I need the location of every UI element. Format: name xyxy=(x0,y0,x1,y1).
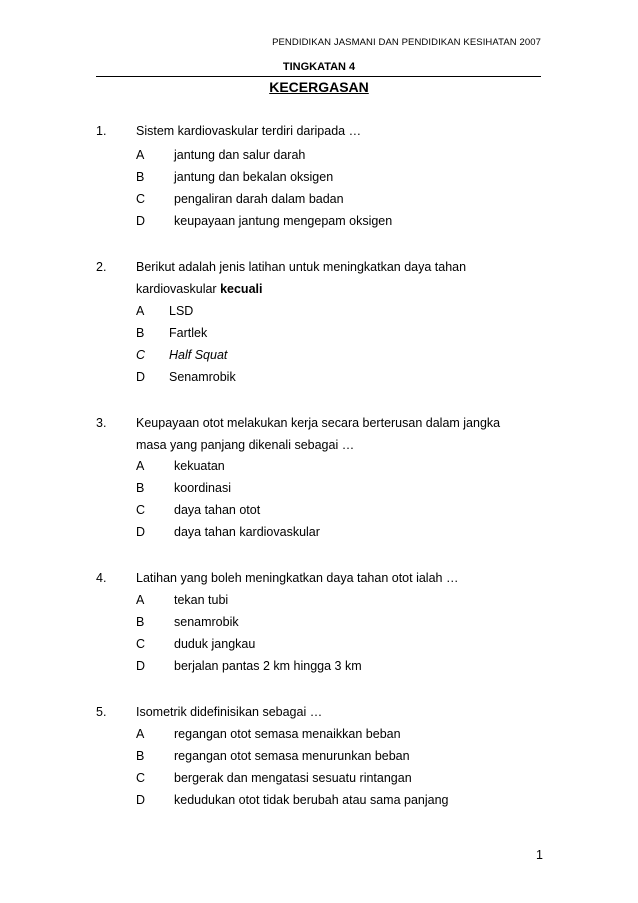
option-text: Half Squat xyxy=(169,348,228,362)
option-text: jantung dan bekalan oksigen xyxy=(174,170,334,184)
option-letter: B xyxy=(136,326,145,340)
stem-text: kardiovaskular xyxy=(136,282,221,296)
question-stem-line1: Keupayaan otot melakukan kerja secara berterusan dalam jangka xyxy=(136,416,501,430)
question-number: 4. xyxy=(96,571,107,585)
emphasis-word: kecuali xyxy=(220,282,263,296)
option-letter: A xyxy=(136,727,145,741)
question-stem-line2 xyxy=(136,282,262,296)
option-letter: B xyxy=(136,749,145,763)
option-letter: A xyxy=(136,593,145,607)
option-text: kedudukan otot tidak berubah atau sama panjang xyxy=(174,793,449,807)
question-stem: Isometrik didefinisikan sebagai … xyxy=(136,705,323,719)
option-letter: D xyxy=(136,525,146,539)
question-stem-line1: Berikut adalah jenis latihan untuk meningkatkan daya tahan xyxy=(136,260,467,274)
option-letter: D xyxy=(136,370,146,384)
option-text: regangan otot semasa menaikkan beban xyxy=(174,727,401,741)
option-letter: B xyxy=(136,170,145,184)
option-letter: A xyxy=(136,459,145,473)
page-number: 1 xyxy=(536,848,543,862)
header-rule xyxy=(96,76,541,77)
question-number: 5. xyxy=(96,705,107,719)
option-letter: B xyxy=(136,481,145,495)
option-letter: C xyxy=(136,503,146,517)
option-letter: C xyxy=(136,348,146,362)
option-text: senamrobik xyxy=(174,615,239,629)
question-stem-line2: masa yang panjang dikenali sebagai … xyxy=(136,438,355,452)
option-letter: C xyxy=(136,192,146,206)
option-text: Senamrobik xyxy=(169,370,236,384)
option-text: jantung dan salur darah xyxy=(174,148,306,162)
option-letter: A xyxy=(136,148,145,162)
question-number: 2. xyxy=(96,260,107,274)
option-letter: C xyxy=(136,771,146,785)
option-letter: D xyxy=(136,793,146,807)
question-stem: Latihan yang boleh meningkatkan daya tahan otot ialah … xyxy=(136,571,459,585)
option-letter: D xyxy=(136,214,146,228)
question-number: 1. xyxy=(96,124,107,138)
option-text: keupayaan jantung mengepam oksigen xyxy=(174,214,393,228)
option-text: Fartlek xyxy=(169,326,208,340)
option-text: kekuatan xyxy=(174,459,225,473)
option-text: daya tahan kardiovaskular xyxy=(174,525,320,539)
option-letter: D xyxy=(136,659,146,673)
option-text: LSD xyxy=(169,304,194,318)
option-text: koordinasi xyxy=(174,481,231,495)
option-text: daya tahan otot xyxy=(174,503,261,517)
option-text: tekan tubi xyxy=(174,593,229,607)
option-text: pengaliran darah dalam badan xyxy=(174,192,344,206)
question-stem: Sistem kardiovaskular terdiri daripada … xyxy=(136,124,362,138)
option-letter: C xyxy=(136,637,146,651)
form-level-heading: TINGKATAN 4 xyxy=(282,61,356,73)
option-text: duduk jangkau xyxy=(174,637,256,651)
running-header: PENDIDIKAN JASMANI DAN PENDIDIKAN KESIHATAN 2007 xyxy=(272,37,541,48)
option-letter: B xyxy=(136,615,145,629)
option-text: berjalan pantas 2 km hingga 3 km xyxy=(174,659,362,673)
option-letter: A xyxy=(136,304,145,318)
option-text: regangan otot semasa menurunkan beban xyxy=(174,749,410,763)
question-number: 3. xyxy=(96,416,107,430)
option-text: bergerak dan mengatasi sesuatu rintangan xyxy=(174,771,412,785)
topic-title: KECERGASAN xyxy=(269,79,369,95)
